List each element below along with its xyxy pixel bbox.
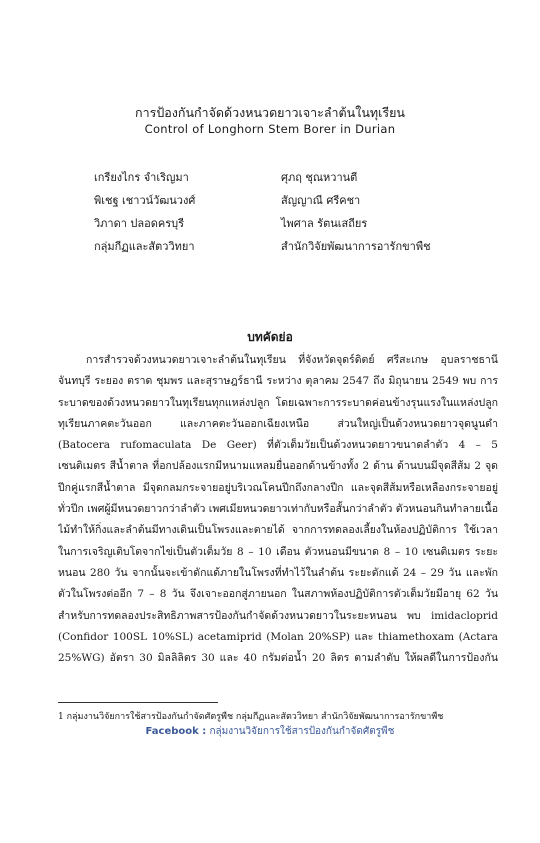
affiliation: สำนักวิจัยพัฒนาการอารักขาพืช xyxy=(281,240,431,253)
facebook-page-name: กลุ่มงานวิจัยการใช้สารป้องกันกำจัดศัตรูพืช xyxy=(209,726,395,737)
footnote-divider xyxy=(58,702,218,703)
paper-title-english: Control of Longhorn Stem Borer in Durian xyxy=(144,122,396,136)
author-name: วิภาดา ปลอดครบุรี xyxy=(94,217,185,230)
author-name: สัญญาณี ศรีคชา xyxy=(281,194,361,207)
facebook-label: Facebook : xyxy=(145,726,207,737)
affiliation: กลุ่มกีฏและสัตววิทยา xyxy=(94,240,195,253)
author-row xyxy=(0,168,540,191)
affiliation-row xyxy=(0,237,540,260)
author-name: เกรียงไกร จำเริญมา xyxy=(94,171,189,184)
author-row xyxy=(0,191,540,214)
author-row xyxy=(0,214,540,237)
author-list xyxy=(0,168,540,260)
abstract-heading: บทคัดย่อ xyxy=(247,330,293,344)
author-name: พิเชฐ เชาวน์วัฒนวงศ์ xyxy=(94,194,196,207)
abstract-body xyxy=(58,350,498,670)
author-name: ศุภฤ ชุณหวานตี xyxy=(281,171,358,184)
abstract-paragraph: การสำรวจด้วงหนวดยาวเจาะลำต้นในทุเรียน ที่จังหวัดจุดร์ดิตย์ ศรีสะเกษ อุบลราชธานี จันทบุรี ระยอง ตราด ชุมพร และสุราษฎร์ธานี ระหว่าง ตุลาคม 2547 ถึง มิถุนายน 2549 พบ การระบาดของด้วงหนวดยาวในทุเรียนทุกแหล่งปลูก โดยเฉพาะการระบาดค่อนข้างรุนแรงในแหล่งปลูกทุเรียนภาคตะวันออก และภาคตะวันออกเฉียงเหนือ ส่วนใหญ่เป็นด้วงหนวดยาวจุดนูนดำ (Batocera rufomaculata De Geer) ที่ตัวเต็มวัยเป็นด้วงหนวดยาวขนาดลำตัว 4 – 5 เซนติเมตร สีน้ำตาล ที่อกปล้องแรกมีหนามแหลมยื่นออกด้านข้างทั้ง 2 ด้าน ด้านบนมีจุดสีส้ม 2 จุด ปีกคู่แรกสีน้ำตาล มีจุดกลมกระจายอยู่บริเวณโคนปีกถึงกลางปีก และจุดสีส้มหรือเหลืองกระจายอยู่ทั่วปีก เพศผู้มีหนวดยาวกว่าลำตัว เพศเมียหนวดยาวเท่ากับหรือสั้นกว่าลำตัว ตัวหนอนกินทำลายเนื้อไม้ทำให้กิ่งและลำต้นมีทางเดินเป็นโพรงและตายได้ จากการทดลองเลี้ยงในห้องปฏิบัติการ ใช้เวลาในการเจริญเติบโตจากไข่เป็นตัวเต็มวัย 8 – 10 เดือน ตัวหนอนมีขนาด 8 – 10 เซนติเมตร ระยะหนอน 280 วัน จากนั้นจะเข้าดักแด้ภายในโพรงที่ทำไว้ในลำต้น ระยะดักแด้ 24 – 29 วัน และพักตัวในโพรงต่ออีก 7 – 8 วัน จึงเจาะออกสู่ภายนอก ในสภาพห้องปฏิบัติการตัวเต็มวัยมีอายุ 62 วัน สำหรับการทดลองประสิทธิภาพสารป้องกันกำจัดด้วงหนวดยาวในระยะหนอน พบ imidacloprid (Confidor 100SL 10%SL) acetamiprid (Molan 20%SP) และ thiamethoxam (Actara 25%WG) อัตรา 30 มิลลิลิตร 30 และ 40 กรัมต่อน้ำ 20 ลิตร ตามลำดับ ให้ผลดีในการป้องกัน xyxy=(58,354,498,665)
footnote: 1 กลุ่มงานวิจัยการใช้สารป้องกันกำจัดศัตรูพืช กลุ่มกีฏและสัตววิทยา สำนักวิจัยพัฒนาการอารักขาพืช xyxy=(58,712,444,722)
paper-title-thai: การป้องกันกำจัดด้วงหนวดยาวเจาะลำต้นในทุเรียน xyxy=(135,105,405,120)
author-name: ไพศาล รัตนเสถียร xyxy=(281,217,368,230)
facebook-credit xyxy=(0,724,540,739)
